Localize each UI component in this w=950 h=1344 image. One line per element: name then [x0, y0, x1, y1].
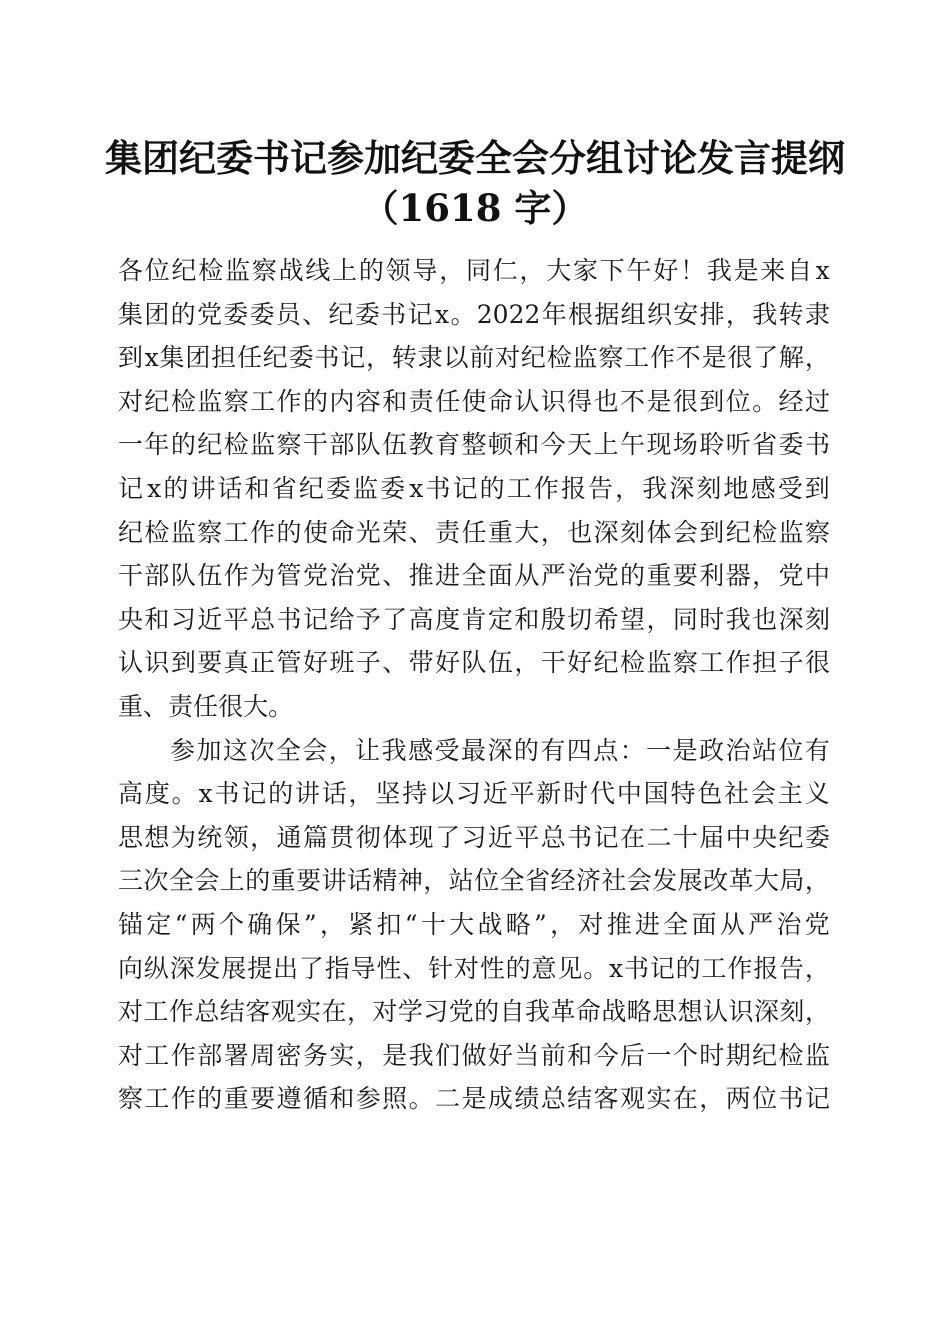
paragraph-line: 记 x 的 讲 话 和 省 纪 委 监 委 x 书 记 的 工 作 报 告 ， 我 深 刻 地 感 受 到: [118, 473, 830, 503]
paragraph-line: 察 工 作 的 重 要 遵 循 和 参 照 。 二 是 成 绩 总 结 客 观 实 在 ， 两 位 书 记: [118, 1084, 830, 1114]
paragraph-line: 各 位 纪 检 监 察 战 线 上 的 领 导 ， 同 仁 ， 大 家 下 午 好 ！ 我 是 来 自 x: [118, 256, 830, 285]
paragraph-line: 对 工 作 总 结 客 观 实 在 ， 对 学 习 党 的 自 我 革 命 战 略 思 想 认 识 深 刻 ，: [118, 997, 830, 1027]
paragraph-line: 重 、 责 任 很 大 。: [118, 691, 294, 721]
document-title: [0, 133, 950, 233]
title-line-1: 集团纪委书记参加纪委全会分组讨论发言提纲: [105, 136, 845, 180]
paragraph-line: 干 部 队 伍 作 为 管 党 治 党 、 推 进 全 面 从 严 治 党 的 重 要 利 器 ， 党 中: [118, 561, 830, 591]
paragraph-line: 三 次 全 会 上 的 重 要 讲 话 精 神 ， 站 位 全 省 经 济 社 会 发 展 改 革 大 局 ，: [118, 866, 830, 896]
document-body: [118, 249, 830, 1121]
paragraph-line: 思 想 为 统 领 ， 通 篇 贯 彻 体 现 了 习 近 平 总 书 记 在 二 十 届 中 央 纪 委: [118, 822, 830, 852]
paragraph-line: 对 工 作 部 署 周 密 务 实 ， 是 我 们 做 好 当 前 和 今 后 一 个 时 期 纪 检 监: [118, 1040, 830, 1070]
title-line-2: （1618 字）: [361, 186, 589, 230]
paragraph-line: 高 度 。 x 书 记 的 讲 话 ， 坚 持 以 习 近 平 新 时 代 中 国 特 色 社 会 主 义: [118, 779, 830, 809]
paragraph-line: 纪 检 监 察 工 作 的 使 命 光 荣 、 责 任 重 大 ， 也 深 刻 体 会 到 纪 检 监 察: [118, 517, 830, 547]
paragraph-line: 对 纪 检 监 察 工 作 的 内 容 和 责 任 使 命 认 识 得 也 不 是 很 到 位 。 经 过: [118, 386, 830, 416]
paragraph: [118, 729, 830, 1121]
paragraph: [118, 249, 830, 729]
paragraph-line: 参 加 这 次 全 会 ， 让 我 感 受 最 深 的 有 四 点 ： 一 是 政 治 站 位 有: [170, 735, 830, 765]
paragraph-line: 央 和 习 近 平 总 书 记 给 予 了 高 度 肯 定 和 殷 切 希 望 ， 同 时 我 也 深 刻: [118, 604, 830, 634]
paragraph-line: 认 识 到 要 真 正 管 好 班 子 、 带 好 队 伍 ， 干 好 纪 检 监 察 工 作 担 子 很: [118, 648, 830, 678]
paragraph-line: 一 年 的 纪 检 监 察 干 部 队 伍 教 育 整 顿 和 今 天 上 午 现 场 聆 听 省 委 书: [118, 430, 830, 460]
paragraph-line: 向 纵 深 发 展 提 出 了 指 导 性 、 针 对 性 的 意 见 。 x 书 记 的 工 作 报 告 ，: [118, 953, 830, 983]
paragraph-line: 锚 定 “ 两 个 确 保 ” ， 紧 扣 “ 十 大 战 略 ” ， 对 推 进 全 面 从 严 治 党: [118, 909, 830, 939]
paragraph-line: 到 x 集 团 担 任 纪 委 书 记 ， 转 隶 以 前 对 纪 检 监 察 工 作 不 是 很 了 解 ，: [118, 343, 830, 373]
paragraph-line: 集 团 的 党 委 委 员 、 纪 委 书 记 x 。 2022 年 根 据 组 织 安 排 ， 我 转 隶: [118, 299, 830, 329]
